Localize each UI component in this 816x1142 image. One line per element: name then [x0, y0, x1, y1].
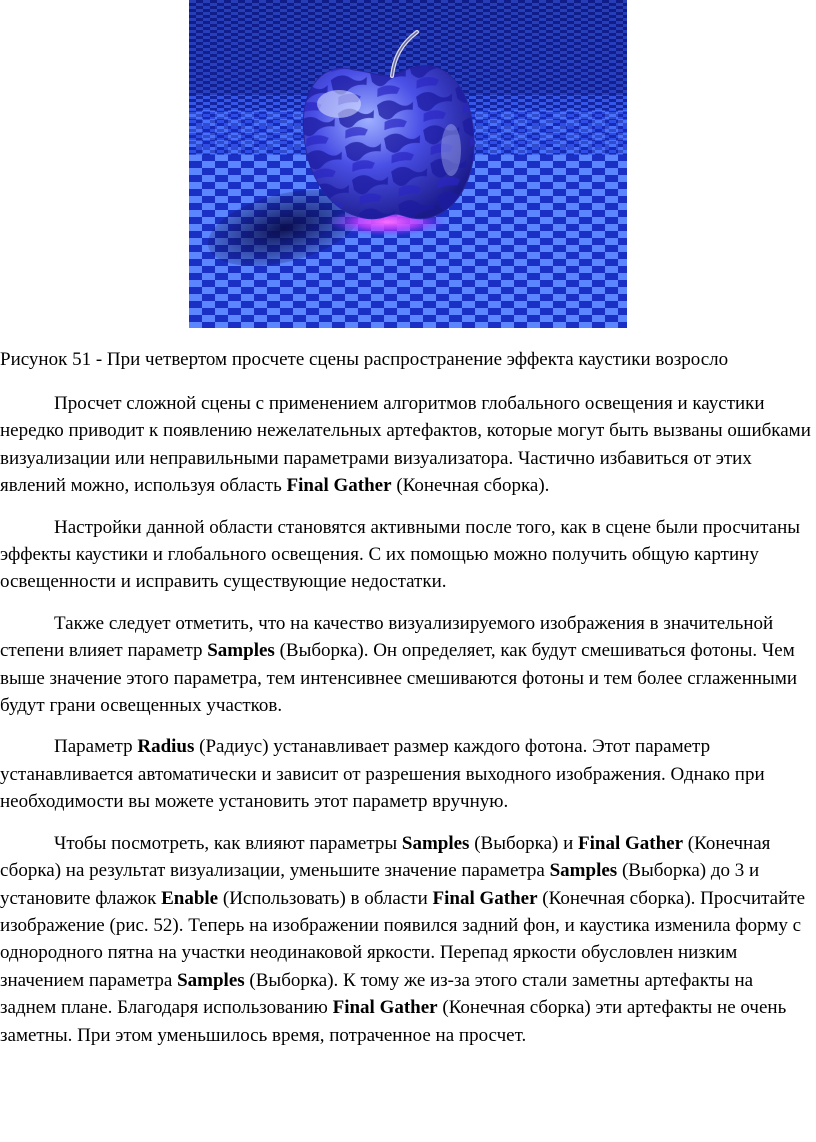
- text-run: (Конечная сборка). Просчитайте изображение (рис. 52). Теперь на изображении появился задний фон, и каустика изменила форму с однородного пятна на участки неодинаковой яркости. Перепад яркости обусловлен низким значением параметра: [0, 887, 806, 991]
- bold-term: Final Gather: [432, 887, 538, 909]
- body-text: [0, 390, 812, 1063]
- bold-term: Final Gather: [286, 475, 392, 497]
- paragraph: [0, 514, 812, 596]
- text-run: Просчет сложной сцены с применением алгоритмов глобального освещения и каустики нередко приводит к появлению нежелательных артефактов, которые могут быть вызваны ошибками визуализации или неправильными параметрами визуализатора. Частично избавиться от этих явлений можно, используя область: [0, 393, 811, 497]
- paragraph: [0, 733, 812, 815]
- text-run: Чтобы посмотреть, как влияют параметры: [54, 832, 402, 854]
- text-run: (Выборка) и: [469, 832, 579, 854]
- paragraph: [0, 390, 812, 500]
- text-run: (Использовать) в области: [218, 887, 433, 909]
- bold-term: Final Gather: [332, 997, 438, 1019]
- bold-term: Final Gather: [578, 832, 684, 854]
- text-run: (Выборка). Он определяет, как будут смешиваться фотоны. Чем выше значение этого параметра, тем интенсивнее смешиваются фотоны и тем более сглаженными будут грани освещенных участков.: [0, 640, 798, 717]
- figure-caption: Рисунок 51 - При четвертом просчете сцены распространение эффекта каустики возросло: [0, 349, 729, 370]
- text-run: (Конечная сборка) на результат визуализации, уменьшите значение параметра: [0, 832, 771, 882]
- render-figure: [189, 0, 627, 328]
- text-run: (Радиус) устанавливает размер каждого фотона. Этот параметр устанавливается автоматически и зависит от разрешения выходного изображения. Однако при необходимости вы можете установить этот параметр вручную.: [0, 736, 765, 813]
- text-run: (Выборка). К тому же из-за этого стали заметны артефакты на заднем плане. Благодаря использованию: [0, 969, 754, 1019]
- glass-apple-render: [189, 0, 627, 328]
- bold-term: Enable: [161, 887, 219, 909]
- text-run: (Выборка) до 3 и установите флажок: [0, 860, 760, 909]
- text-run: (Конечная сборка).: [391, 475, 550, 497]
- bold-term: Samples: [177, 969, 245, 991]
- paragraph: [0, 830, 812, 1049]
- text-run: (Конечная сборка) эти артефакты не очень заметны. При этом уменьшилось время, потраченное на просчет.: [0, 997, 787, 1046]
- bold-term: Samples: [401, 832, 470, 854]
- bold-term: Samples: [549, 860, 618, 882]
- text-run: Параметр: [54, 736, 138, 758]
- bold-term: Samples: [207, 640, 275, 662]
- paragraph: [0, 610, 812, 720]
- bold-term: Radius: [137, 736, 195, 758]
- text-run: Настройки данной области становятся активными после того, как в сцене были просчитаны эффекты каустики и глобального освещения. С их помощью можно получить общую картину освещенности и исправить существующие недостатки.: [0, 516, 801, 593]
- text-run: Также следует отметить, что на качество визуализируемого изображения в значительной степени влияет параметр: [0, 612, 774, 662]
